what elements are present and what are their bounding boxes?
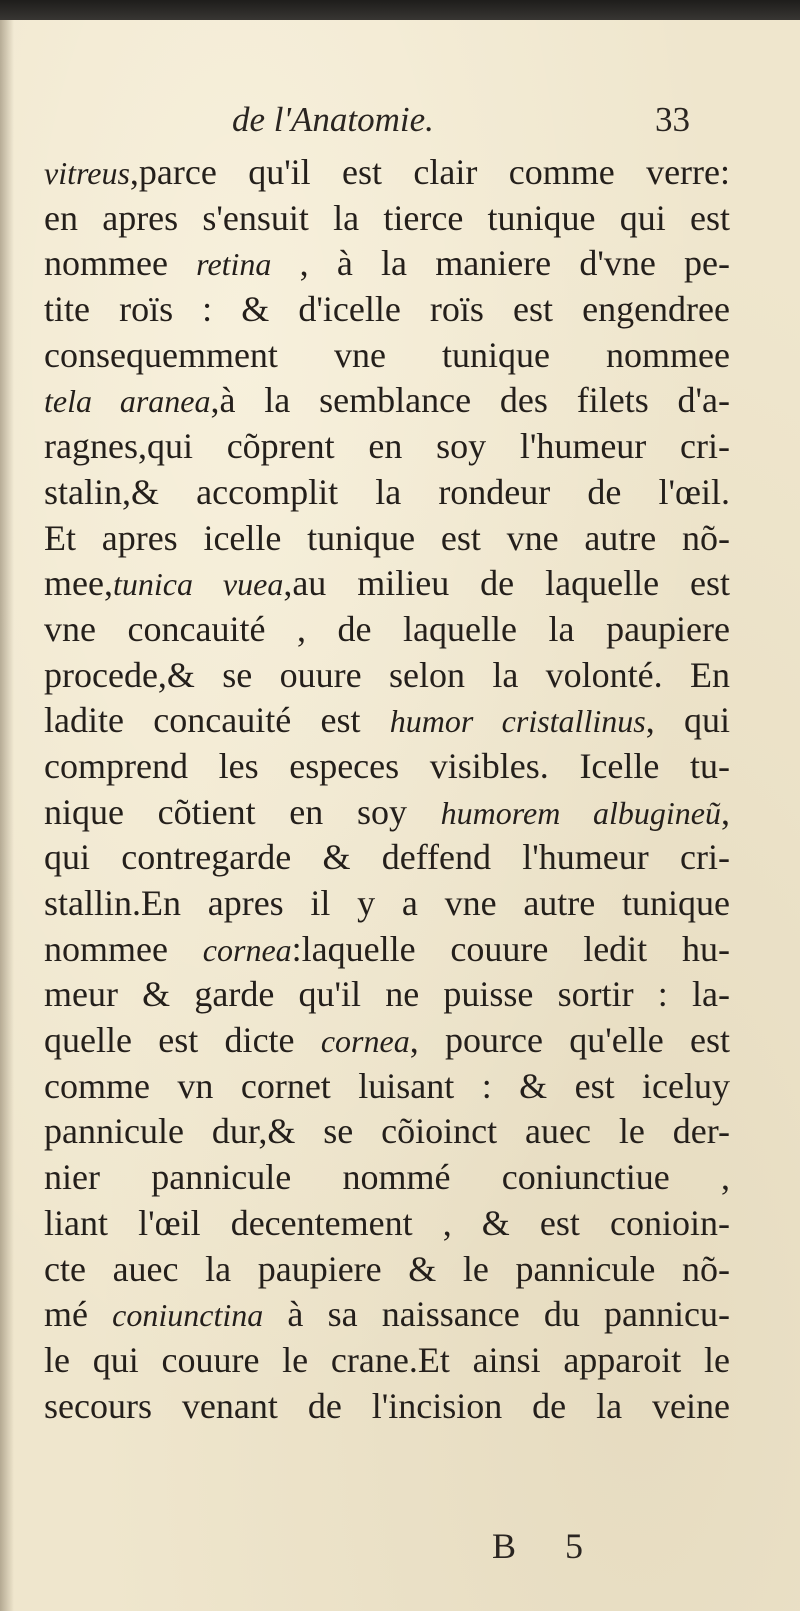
text-line — [44, 241, 730, 287]
text-line — [44, 150, 730, 196]
text-segment: mé — [44, 1294, 113, 1335]
text-segment: mee, — [44, 563, 113, 604]
text-segment: ,parce qu'il est clair comme verre: — [129, 152, 730, 192]
text-segment: en apres s'ensuit la tierce tunique qui est — [44, 197, 730, 238]
text-segment: Et apres icelle tunique est vne autre nõ- — [44, 517, 730, 558]
latin-term: cornea — [202, 931, 292, 968]
text-segment: , pource qu'elle est — [409, 1020, 730, 1061]
running-head-title: de l'Anatomie. — [232, 100, 434, 139]
text-line — [44, 744, 730, 790]
text-line — [44, 1247, 730, 1293]
text-segment: meur & garde qu'il ne puisse sortir : la- — [44, 974, 730, 1015]
text-segment: qui contregarde & deffend l'humeur cri- — [44, 837, 730, 878]
text-line — [44, 1338, 730, 1384]
text-line — [44, 1292, 730, 1338]
text-line — [44, 1384, 730, 1430]
latin-term: coniunctina — [112, 1297, 264, 1334]
text-line — [44, 835, 730, 881]
text-segment: comprend les especes visibles. Icelle tu- — [44, 745, 730, 786]
text-segment: procede,& se ouure selon la volonté. En — [44, 654, 730, 695]
text-line — [44, 470, 730, 516]
text-line — [44, 1201, 730, 1247]
text-segment: cte auec la paupiere & le pannicule nõ- — [44, 1248, 730, 1289]
text-segment: quelle est dicte — [44, 1020, 321, 1061]
text-line — [44, 287, 730, 333]
text-segment: stallin.En apres il y a vne autre tunique — [44, 883, 730, 923]
text-segment: tite roïs : & d'icelle roïs est engendree — [44, 289, 730, 330]
text-segment: secours venant de l'incision de la veine — [44, 1385, 730, 1426]
text-segment: comme vn cornet luisant : & est iceluy — [44, 1065, 730, 1106]
latin-term: tela aranea — [44, 383, 211, 420]
page-number: 33 — [655, 100, 690, 139]
text-line — [44, 881, 730, 927]
page-binding-shadow — [0, 20, 14, 1611]
text-segment: stalin,& accomplit la rondeur de l'œil. — [44, 471, 730, 512]
text-segment: nique cõtient en soy — [44, 791, 441, 832]
text-line — [44, 972, 730, 1018]
text-line — [44, 378, 730, 424]
text-line — [44, 1064, 730, 1110]
text-segment: nommee — [44, 243, 197, 284]
body-text — [44, 150, 730, 1429]
text-line — [44, 1109, 730, 1155]
text-line — [44, 333, 730, 379]
text-segment: nier pannicule nommé coniunctiue , — [44, 1157, 730, 1198]
text-segment: vne concauité , de laquelle la paupiere — [44, 608, 730, 649]
text-line — [44, 698, 730, 744]
text-segment: à sa naissance du pannicu- — [263, 1294, 730, 1335]
page-top-edge — [0, 0, 800, 22]
text-line — [44, 561, 730, 607]
latin-term: retina — [196, 246, 272, 283]
text-segment: :laquelle couure ledit hu- — [291, 928, 730, 969]
text-line — [44, 927, 730, 973]
text-segment: ,au milieu de laquelle est — [283, 563, 730, 604]
latin-term: humor cristallinus — [389, 703, 646, 740]
text-line — [44, 1155, 730, 1201]
running-head — [0, 100, 800, 150]
text-segment: le qui couure le crane.Et ainsi apparoit le — [44, 1339, 730, 1380]
latin-term: humorem albugineũ — [440, 794, 722, 831]
text-line — [44, 196, 730, 242]
text-segment: ragnes,qui cõprent en soy l'humeur cri- — [44, 426, 730, 467]
text-line — [44, 424, 730, 470]
signature-mark: B 5 — [492, 1526, 604, 1566]
text-line — [44, 790, 730, 836]
text-segment: , — [721, 791, 730, 832]
text-segment: ladite concauité est — [44, 700, 390, 741]
text-segment: , qui — [645, 700, 730, 741]
text-segment: liant l'œil decentement , & est conioin- — [44, 1202, 730, 1243]
text-line — [44, 516, 730, 562]
text-line — [44, 1018, 730, 1064]
book-page — [0, 20, 800, 1611]
text-segment: , à la maniere d'vne pe- — [271, 243, 730, 284]
text-line — [44, 607, 730, 653]
text-segment: consequemment vne tunique nommee — [44, 334, 730, 375]
latin-term: tunica vuea — [112, 566, 284, 603]
text-segment: pannicule dur,& se cõioinct auec le der- — [44, 1111, 730, 1152]
text-segment: ,à la semblance des filets d'a- — [210, 380, 730, 421]
text-line — [44, 653, 730, 699]
latin-term: vitreus — [44, 155, 130, 191]
text-segment: nommee — [44, 928, 203, 969]
latin-term: cornea — [320, 1023, 410, 1060]
